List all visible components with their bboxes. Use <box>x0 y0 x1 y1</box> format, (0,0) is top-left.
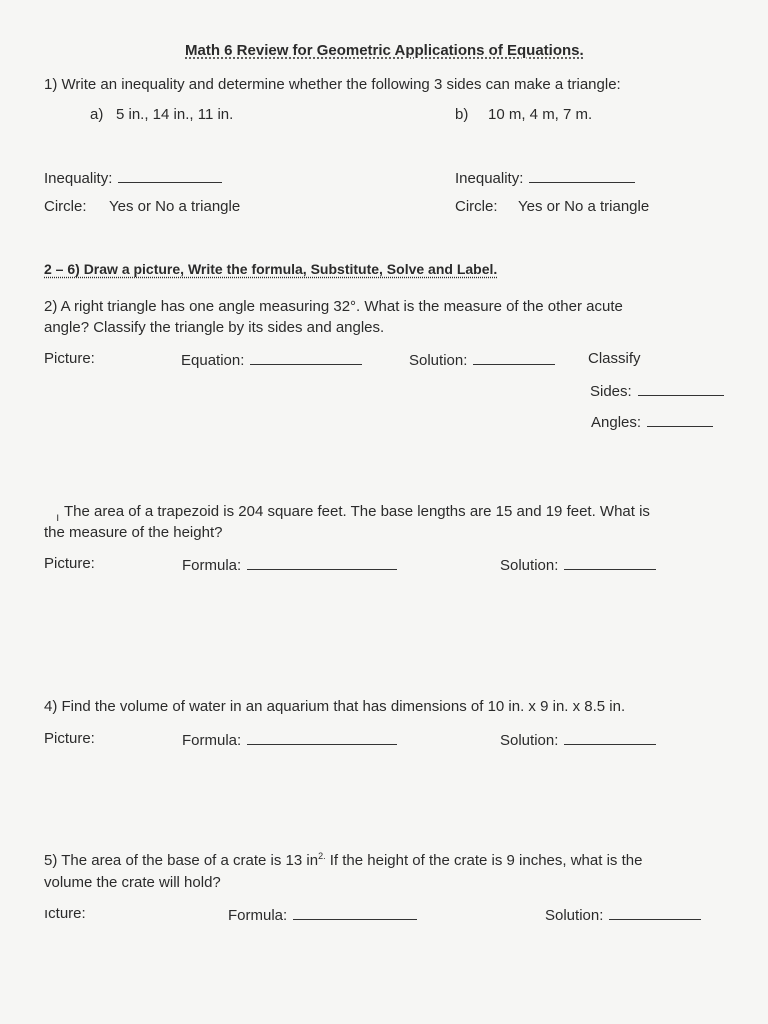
q2-solution <box>409 350 555 370</box>
q1b-sides: 10 m, 4 m, 7 m. <box>488 106 593 123</box>
q3-line2: the measure of the height? <box>44 524 223 541</box>
q3-number-mark: ı <box>56 510 60 524</box>
q3-solution <box>500 555 656 575</box>
q2-equation-label: Equation: <box>181 352 245 369</box>
q5-formula-blank[interactable] <box>293 905 417 920</box>
q1a-circle-choice[interactable]: Yes or No a triangle <box>109 198 241 215</box>
q1b-circle-choice[interactable]: Yes or No a triangle <box>518 198 650 215</box>
page-title: Math 6 Review for Geometric Applications of Equations. <box>185 42 584 59</box>
q5-formula <box>228 905 417 925</box>
q5-picture-label: ıcture: <box>44 905 86 922</box>
q2-solution-blank[interactable] <box>473 350 555 365</box>
q2-line1: 2) A right triangle has one angle measuring 32°. What is the measure of the other acute <box>44 298 623 315</box>
q5-line1 <box>44 852 642 870</box>
q4-solution-blank[interactable] <box>564 730 656 745</box>
q1a-circle-label: Circle: <box>44 198 87 215</box>
q3-formula-blank[interactable] <box>247 555 397 570</box>
q1a-inequality-label: Inequality: <box>44 170 113 187</box>
section-heading: 2 – 6) Draw a picture, Write the formula, Substitute, Solve and Label. <box>44 261 498 277</box>
q5-line1-part2: If the height of the crate is 9 inches, what is the <box>325 852 643 869</box>
q4-formula-blank[interactable] <box>247 730 397 745</box>
q1b-circle-label: Circle: <box>455 198 498 215</box>
q1b-inequality <box>455 168 635 188</box>
q2-angles-label: Angles: <box>591 414 642 431</box>
q3-formula-label: Formula: <box>182 557 242 574</box>
q1a-inequality <box>44 168 222 188</box>
q4-formula <box>182 730 397 750</box>
q2-picture-label: Picture: <box>44 350 95 367</box>
q5-formula-label: Formula: <box>228 907 288 924</box>
q1a-label: a) <box>90 106 104 123</box>
q1b-inequality-label: Inequality: <box>455 170 524 187</box>
q1b-label: b) <box>455 106 469 123</box>
q5-solution-label: Solution: <box>545 907 604 924</box>
q4-formula-label: Formula: <box>182 732 242 749</box>
q2-solution-label: Solution: <box>409 352 468 369</box>
q3-formula <box>182 555 397 575</box>
q1a-inequality-blank[interactable] <box>118 168 222 183</box>
q4-line1: 4) Find the volume of water in an aquarium that has dimensions of 10 in. x 9 in. x 8.5 in. <box>44 698 626 715</box>
q2-sides-blank[interactable] <box>638 381 724 396</box>
q5-exponent: 2. <box>318 851 326 861</box>
q2-line2: angle? Classify the triangle by its sides and angles. <box>44 319 385 336</box>
q1a-sides: 5 in., 14 in., 11 in. <box>116 106 234 123</box>
q5-solution <box>545 905 701 925</box>
q2-classify-label: Classify <box>588 350 641 367</box>
q3-picture-label: Picture: <box>44 555 95 572</box>
q5-line2: volume the crate will hold? <box>44 874 221 891</box>
q2-sides-label: Sides: <box>590 383 632 400</box>
q3-solution-label: Solution: <box>500 557 559 574</box>
q5-line1-part1: 5) The area of the base of a crate is 13 in <box>44 852 319 869</box>
q2-angles <box>591 412 713 432</box>
q2-angles-blank[interactable] <box>647 412 713 427</box>
q2-sides <box>590 381 724 401</box>
q4-picture-label: Picture: <box>44 730 95 747</box>
q1b-inequality-blank[interactable] <box>529 168 635 183</box>
q2-equation <box>181 350 362 370</box>
q5-solution-blank[interactable] <box>609 905 701 920</box>
q2-equation-blank[interactable] <box>250 350 362 365</box>
q4-solution-label: Solution: <box>500 732 559 749</box>
q1-prompt: 1) Write an inequality and determine whether the following 3 sides can make a triangle: <box>44 76 621 93</box>
q4-solution <box>500 730 656 750</box>
q3-line1: The area of a trapezoid is 204 square feet. The base lengths are 15 and 19 feet. What is <box>64 503 650 520</box>
q3-solution-blank[interactable] <box>564 555 656 570</box>
